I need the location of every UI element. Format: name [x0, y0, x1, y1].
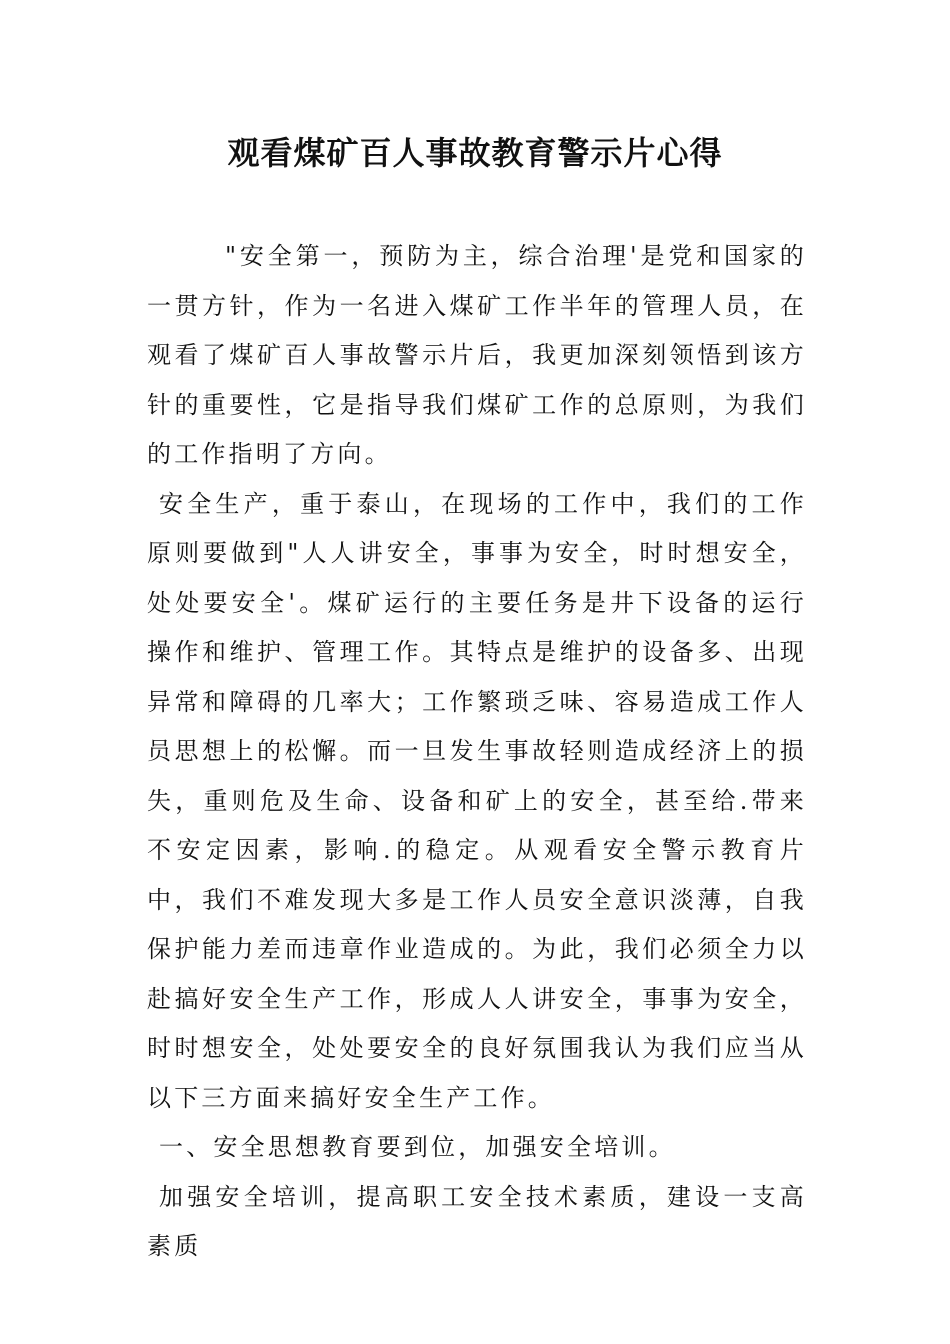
document-title: 观看煤矿百人事故教育警示片心得: [227, 134, 723, 172]
paragraph-safety-policy: "安全第一，预防为主，综合治理'是党和国家的一贯方针，作为一名进入煤矿工作半年的管理人员，在观看了煤矿百人事故警示片后，我更加深刻领悟到该方针的重要性，它是指导我们煤矿工作的总原则，为我们的工作指明了方向。: [147, 242, 807, 468]
section-heading-one: 一、安全思想教育要到位，加强安全培训。: [159, 1133, 676, 1161]
paragraph-safety-production: 安全生产，重于泰山，在现场的工作中，我们的工作原则要做到"人人讲安全，事事为安全，时时想安全，处处要安全'。煤矿运行的主要任务是井下设备的运行操作和维护、管理工作。其特点是维护的设备多、出现异常和障碍的几率大；工作繁琐乏味、容易造成工作人员思想上的松懈。而一旦发生事故轻则造成经济上的损失，重则危及生命、设备和矿上的安全，甚至给.带来不安定因素，影响.的稳定。从观看安全警示教育片中，我们不难发现大多是工作人员安全意识淡薄，自我保护能力差而违章作业造成的。为此，我们必须全力以赴搞好安全生产工作，形成人人讲安全，事事为安全，时时想安全，处处要安全的良好氛围我认为我们应当从以下三方面来搞好安全生产工作。: [147, 489, 807, 1112]
document-body: [147, 232, 807, 1272]
paragraph-training: 加强安全培训，提高职工安全技术素质，建设一支高素质: [147, 1182, 807, 1260]
